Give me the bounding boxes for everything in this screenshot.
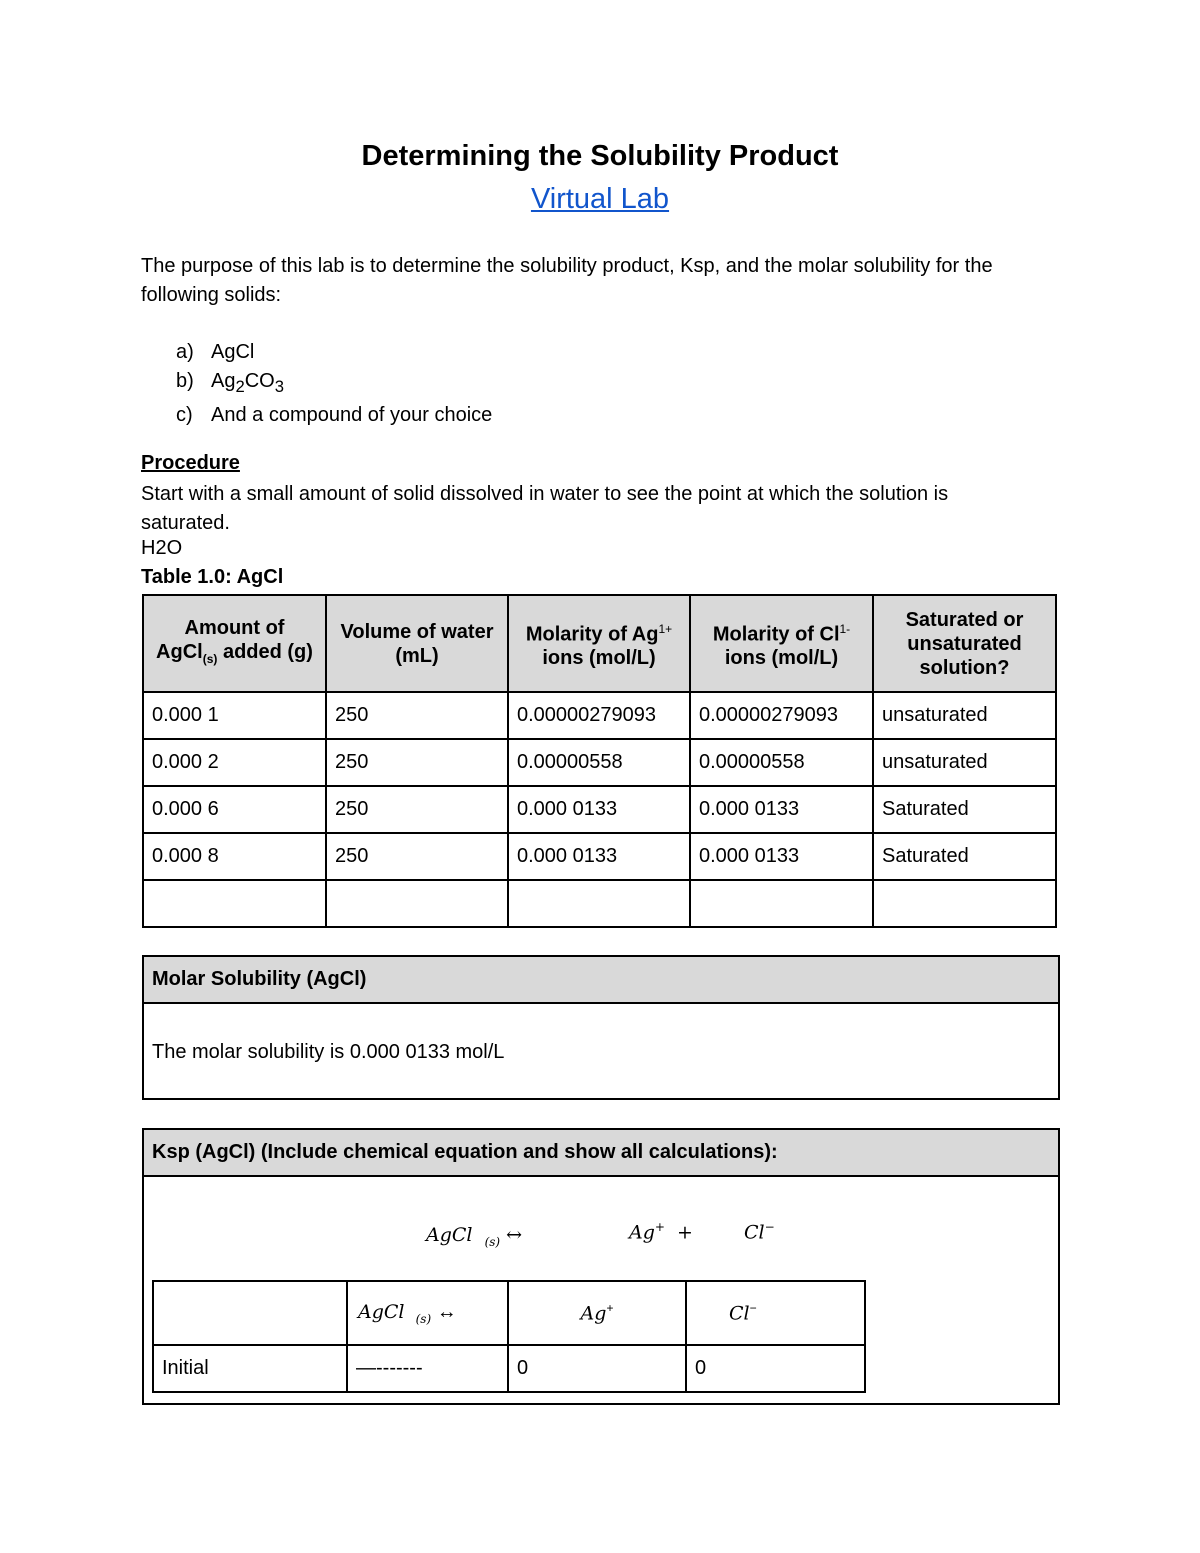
table-cell[interactable]: 0.000 0133 <box>690 833 873 880</box>
header-volume: Volume of water (mL) <box>326 595 508 692</box>
table-cell[interactable]: —------- <box>347 1345 508 1392</box>
table-cell[interactable]: unsaturated <box>873 692 1056 739</box>
ice-header-row <box>153 1281 865 1345</box>
table-cell[interactable] <box>326 880 508 927</box>
procedure-note: H2O <box>141 537 183 559</box>
header-ag-molarity: Molarity of $Ag^{1+}$ ions (mol/L) <box>508 595 690 692</box>
table-cell[interactable]: 250 <box>326 786 508 833</box>
molar-solubility-answer[interactable]: The molar solubility is 0.000 0133 mol/L <box>152 1041 505 1063</box>
table-cell[interactable]: 0.000 1 <box>143 692 326 739</box>
procedure-text: Start with a small amount of solid dissolved in water to see the point at which the solution is saturated. <box>141 483 949 534</box>
list-item: b) $Ag_2CO_3$ <box>176 369 284 396</box>
procedure-heading: Procedure <box>141 452 240 474</box>
table-cell[interactable]: 0.00000558 <box>690 739 873 786</box>
table-cell[interactable]: 250 <box>326 692 508 739</box>
table-cell[interactable] <box>143 880 326 927</box>
table-title: Table 1.0: AgCl <box>141 566 284 588</box>
table-header-row <box>143 595 1056 692</box>
table-cell[interactable]: 250 <box>326 739 508 786</box>
equation-reactant: AgCl $_{(s)}$ ↔ <box>426 1224 523 1249</box>
ice-header-cation: Ag+ <box>508 1281 686 1345</box>
ksp-heading: Ksp (AgCl) (Include chemical equation and show all calculations): <box>144 1130 1058 1177</box>
ice-header-reactant: AgCl $_{(s)}$ ↔ <box>347 1281 508 1345</box>
list-item: a) AgCl <box>176 341 255 363</box>
table-cell[interactable]: Saturated <box>873 786 1056 833</box>
table-cell[interactable]: 250 <box>326 833 508 880</box>
table-cell[interactable] <box>873 880 1056 927</box>
ice-header-blank <box>153 1281 347 1345</box>
table-row <box>143 833 1056 880</box>
list-item: c) And a compound of your choice <box>176 404 493 426</box>
header-saturation: Saturated or unsaturated solution? <box>873 595 1056 692</box>
table-row <box>143 786 1056 833</box>
equation-cation: Ag+ + <box>629 1220 693 1244</box>
table-cell[interactable]: 0.00000279093 <box>508 692 690 739</box>
ice-header-anion: Cl− <box>686 1281 865 1345</box>
solids-list <box>176 338 492 430</box>
table-cell[interactable]: 0 <box>686 1345 865 1392</box>
table-cell[interactable]: 0.000 6 <box>143 786 326 833</box>
table-cell[interactable]: Saturated <box>873 833 1056 880</box>
virtual-lab-link[interactable]: Virtual Lab <box>530 183 670 215</box>
table-cell[interactable]: 0.000 0133 <box>508 833 690 880</box>
table-cell[interactable]: unsaturated <box>873 739 1056 786</box>
table-cell[interactable] <box>508 880 690 927</box>
purpose-paragraph: The purpose of this lab is to determine the solubility product, Ksp, and the molar solubility for the following solids: <box>141 255 993 306</box>
header-cl-molarity: Molarity of $Cl^{1-}$ ions (mol/L) <box>690 595 873 692</box>
table-cell[interactable]: 0.000 0133 <box>690 786 873 833</box>
page-title: Determining the Solubility Product <box>361 140 839 172</box>
table-cell[interactable]: 0.000 0133 <box>508 786 690 833</box>
ice-table <box>152 1280 866 1393</box>
table-row <box>143 880 1056 927</box>
table-row <box>143 739 1056 786</box>
table-cell[interactable]: 0 <box>508 1345 686 1392</box>
molar-solubility-heading: Molar Solubility (AgCl) <box>144 957 1058 1004</box>
table-cell[interactable]: 0.000 8 <box>143 833 326 880</box>
equation-anion: Cl− <box>744 1220 775 1244</box>
table-cell[interactable]: 0.00000279093 <box>690 692 873 739</box>
header-amount: Amount of AgCl$_{(s)}$ added (g) <box>143 595 326 692</box>
ksp-box <box>142 1128 1060 1405</box>
agcl-data-table <box>142 594 1057 928</box>
table-cell[interactable] <box>690 880 873 927</box>
molar-solubility-box <box>142 955 1060 1100</box>
table-row <box>153 1345 865 1392</box>
table-row <box>143 692 1056 739</box>
ice-row-label: Initial <box>153 1345 347 1392</box>
table-cell[interactable]: 0.00000558 <box>508 739 690 786</box>
table-cell[interactable]: 0.000 2 <box>143 739 326 786</box>
